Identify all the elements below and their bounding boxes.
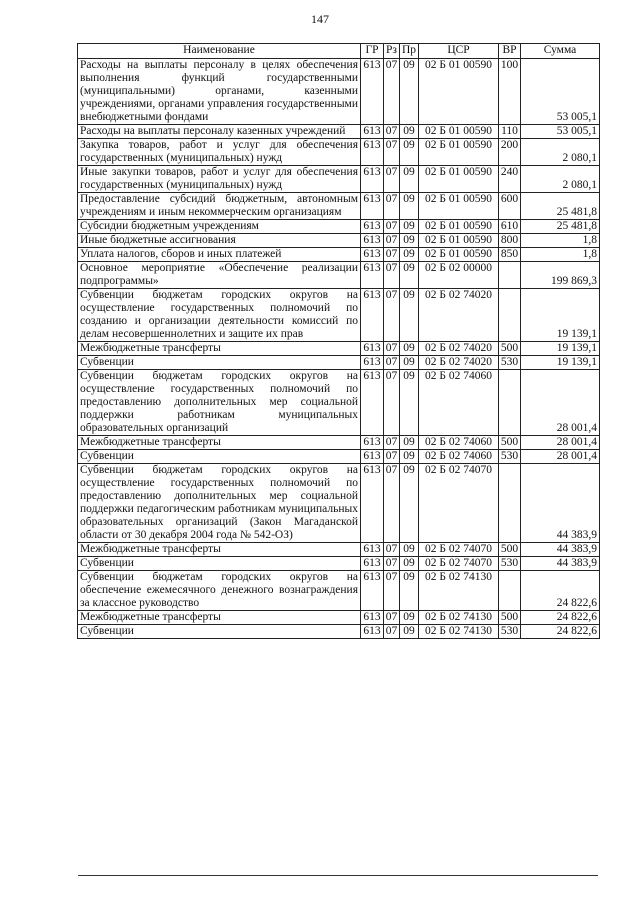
cell-sum: 28 001,4	[521, 436, 600, 450]
cell-gr: 613	[361, 262, 384, 289]
cell-csr: 02 Б 01 00590	[419, 248, 499, 262]
cell-pr: 09	[400, 356, 419, 370]
cell-name: Субвенции бюджетам городских округов на осуществление государственных полномочий по созданию и организации деятельности комиссий по делам несовершеннолетних и защите их прав	[78, 289, 361, 342]
cell-gr: 613	[361, 370, 384, 436]
table-row	[78, 464, 600, 543]
cell-gr: 613	[361, 289, 384, 342]
cell-rz: 07	[384, 234, 400, 248]
cell-vr: 500	[499, 543, 521, 557]
cell-name: Основное мероприятие «Обеспечение реализации подпрограммы»	[78, 262, 361, 289]
cell-vr: 610	[499, 220, 521, 234]
cell-sum: 19 139,1	[521, 342, 600, 356]
table-row	[78, 262, 600, 289]
table-row	[78, 59, 600, 125]
cell-gr: 613	[361, 543, 384, 557]
cell-gr: 613	[361, 611, 384, 625]
cell-pr: 09	[400, 450, 419, 464]
cell-csr: 02 Б 02 74020	[419, 342, 499, 356]
cell-rz: 07	[384, 436, 400, 450]
cell-rz: 07	[384, 557, 400, 571]
cell-rz: 07	[384, 611, 400, 625]
cell-pr: 09	[400, 557, 419, 571]
cell-sum: 53 005,1	[521, 125, 600, 139]
cell-gr: 613	[361, 436, 384, 450]
cell-csr: 02 Б 02 74070	[419, 464, 499, 543]
table-row	[78, 625, 600, 639]
cell-vr: 110	[499, 125, 521, 139]
cell-rz: 07	[384, 248, 400, 262]
cell-name: Уплата налогов, сборов и иных платежей	[78, 248, 361, 262]
cell-rz: 07	[384, 356, 400, 370]
cell-csr: 02 Б 01 00590	[419, 59, 499, 125]
table-row	[78, 611, 600, 625]
cell-sum: 24 822,6	[521, 611, 600, 625]
cell-name: Субвенции	[78, 450, 361, 464]
cell-csr: 02 Б 01 00590	[419, 193, 499, 220]
cell-sum: 53 005,1	[521, 59, 600, 125]
cell-vr: 500	[499, 436, 521, 450]
table-row	[78, 125, 600, 139]
cell-rz: 07	[384, 543, 400, 557]
cell-csr: 02 Б 02 74070	[419, 557, 499, 571]
cell-vr	[499, 464, 521, 543]
header-sum: Сумма	[521, 44, 600, 59]
cell-rz: 07	[384, 450, 400, 464]
cell-sum: 24 822,6	[521, 625, 600, 639]
page-number: 147	[311, 12, 329, 26]
cell-vr: 530	[499, 625, 521, 639]
cell-name: Субсидии бюджетным учреждениям	[78, 220, 361, 234]
cell-gr: 613	[361, 248, 384, 262]
cell-pr: 09	[400, 125, 419, 139]
cell-vr: 600	[499, 193, 521, 220]
cell-sum: 19 139,1	[521, 356, 600, 370]
header-pr: Пр	[400, 44, 419, 59]
cell-rz: 07	[384, 289, 400, 342]
cell-name: Предоставление субсидий бюджетным, автономным учреждениям и иным некоммерческим организациям	[78, 193, 361, 220]
cell-vr	[499, 262, 521, 289]
cell-gr: 613	[361, 450, 384, 464]
cell-gr: 613	[361, 557, 384, 571]
header-name: Наименование	[78, 44, 361, 59]
cell-pr: 09	[400, 342, 419, 356]
table-row	[78, 234, 600, 248]
cell-sum: 19 139,1	[521, 289, 600, 342]
cell-csr: 02 Б 02 74020	[419, 289, 499, 342]
table-row	[78, 543, 600, 557]
cell-gr: 613	[361, 464, 384, 543]
table-row	[78, 356, 600, 370]
cell-pr: 09	[400, 59, 419, 125]
cell-sum: 25 481,8	[521, 220, 600, 234]
cell-rz: 07	[384, 166, 400, 193]
header-gr: ГР	[361, 44, 384, 59]
cell-vr: 240	[499, 166, 521, 193]
cell-vr: 850	[499, 248, 521, 262]
table-body	[78, 59, 600, 639]
cell-sum: 25 481,8	[521, 193, 600, 220]
cell-name: Расходы на выплаты персоналу в целях обеспечения выполнения функций государственными (муниципальными) органами, казенными учреждениями, органами управления государственными внебюджетными фондами	[78, 59, 361, 125]
cell-rz: 07	[384, 464, 400, 543]
cell-rz: 07	[384, 59, 400, 125]
cell-gr: 613	[361, 356, 384, 370]
table-row	[78, 248, 600, 262]
cell-sum: 1,8	[521, 248, 600, 262]
cell-pr: 09	[400, 248, 419, 262]
cell-pr: 09	[400, 370, 419, 436]
cell-name: Субвенции бюджетам городских округов на осуществление государственных полномочий по предоставлению дополнительных мер социальной поддержки педагогическим работникам муниципальных образовательных организаций (Закон Магаданской области от 30 декабря 2004 года № 542-ОЗ)	[78, 464, 361, 543]
table-row	[78, 166, 600, 193]
cell-vr	[499, 289, 521, 342]
cell-pr: 09	[400, 193, 419, 220]
header-rz: Рз	[384, 44, 400, 59]
cell-sum: 28 001,4	[521, 450, 600, 464]
cell-csr: 02 Б 02 74070	[419, 543, 499, 557]
cell-csr: 02 Б 01 00590	[419, 139, 499, 166]
cell-csr: 02 Б 02 74020	[419, 356, 499, 370]
cell-vr: 100	[499, 59, 521, 125]
cell-pr: 09	[400, 262, 419, 289]
cell-pr: 09	[400, 611, 419, 625]
budget-table	[77, 43, 600, 639]
cell-pr: 09	[400, 139, 419, 166]
cell-csr: 02 Б 02 00000	[419, 262, 499, 289]
cell-name: Субвенции бюджетам городских округов на обеспечение ежемесячного денежного вознаграждения за классное руководство	[78, 571, 361, 611]
cell-gr: 613	[361, 220, 384, 234]
cell-csr: 02 Б 02 74060	[419, 436, 499, 450]
table-row	[78, 342, 600, 356]
cell-pr: 09	[400, 289, 419, 342]
cell-rz: 07	[384, 370, 400, 436]
cell-name: Межбюджетные трансферты	[78, 611, 361, 625]
cell-vr: 530	[499, 557, 521, 571]
cell-vr: 200	[499, 139, 521, 166]
cell-sum: 2 080,1	[521, 166, 600, 193]
cell-gr: 613	[361, 125, 384, 139]
cell-name: Иные бюджетные ассигнования	[78, 234, 361, 248]
cell-vr: 500	[499, 611, 521, 625]
cell-name: Закупка товаров, работ и услуг для обеспечения государственных (муниципальных) нужд	[78, 139, 361, 166]
cell-rz: 07	[384, 342, 400, 356]
table-row	[78, 139, 600, 166]
cell-rz: 07	[384, 125, 400, 139]
cell-sum: 199 869,3	[521, 262, 600, 289]
cell-name: Субвенции	[78, 557, 361, 571]
cell-csr: 02 Б 02 74060	[419, 370, 499, 436]
cell-csr: 02 Б 02 74060	[419, 450, 499, 464]
cell-csr: 02 Б 01 00590	[419, 166, 499, 193]
header-vr: ВР	[499, 44, 521, 59]
cell-name: Межбюджетные трансферты	[78, 543, 361, 557]
cell-vr	[499, 571, 521, 611]
cell-pr: 09	[400, 625, 419, 639]
cell-name: Иные закупки товаров, работ и услуг для обеспечения государственных (муниципальных) нужд	[78, 166, 361, 193]
table-row	[78, 557, 600, 571]
cell-gr: 613	[361, 234, 384, 248]
table-row	[78, 289, 600, 342]
cell-pr: 09	[400, 571, 419, 611]
cell-rz: 07	[384, 193, 400, 220]
cell-csr: 02 Б 02 74130	[419, 571, 499, 611]
header-csr: ЦСР	[419, 44, 499, 59]
cell-csr: 02 Б 01 00590	[419, 220, 499, 234]
cell-gr: 613	[361, 571, 384, 611]
cell-gr: 613	[361, 59, 384, 125]
table-row	[78, 370, 600, 436]
cell-csr: 02 Б 01 00590	[419, 234, 499, 248]
table-header-row	[78, 44, 600, 59]
table-row	[78, 193, 600, 220]
cell-name: Субвенции	[78, 625, 361, 639]
cell-rz: 07	[384, 139, 400, 166]
cell-pr: 09	[400, 543, 419, 557]
cell-pr: 09	[400, 166, 419, 193]
cell-rz: 07	[384, 262, 400, 289]
cell-gr: 613	[361, 193, 384, 220]
cell-gr: 613	[361, 139, 384, 166]
cell-vr	[499, 370, 521, 436]
cell-sum: 28 001,4	[521, 370, 600, 436]
cell-csr: 02 Б 01 00590	[419, 125, 499, 139]
cell-rz: 07	[384, 220, 400, 234]
cell-sum: 44 383,9	[521, 543, 600, 557]
cell-name: Субвенции бюджетам городских округов на осуществление государственных полномочий по предоставлению дополнительных мер социальной поддержки работникам муниципальных образовательных организаций	[78, 370, 361, 436]
cell-gr: 613	[361, 342, 384, 356]
cell-name: Субвенции	[78, 356, 361, 370]
cell-pr: 09	[400, 220, 419, 234]
cell-vr: 800	[499, 234, 521, 248]
table-row	[78, 220, 600, 234]
cell-rz: 07	[384, 625, 400, 639]
cell-name: Межбюджетные трансферты	[78, 436, 361, 450]
bottom-rule	[78, 875, 598, 876]
cell-vr: 500	[499, 342, 521, 356]
cell-sum: 44 383,9	[521, 464, 600, 543]
table-row	[78, 450, 600, 464]
cell-vr: 530	[499, 450, 521, 464]
cell-sum: 44 383,9	[521, 557, 600, 571]
cell-name: Расходы на выплаты персоналу казенных учреждений	[78, 125, 361, 139]
cell-gr: 613	[361, 625, 384, 639]
cell-csr: 02 Б 02 74130	[419, 611, 499, 625]
cell-sum: 2 080,1	[521, 139, 600, 166]
cell-vr: 530	[499, 356, 521, 370]
cell-sum: 24 822,6	[521, 571, 600, 611]
table-row	[78, 436, 600, 450]
cell-pr: 09	[400, 436, 419, 450]
cell-gr: 613	[361, 166, 384, 193]
cell-pr: 09	[400, 234, 419, 248]
cell-sum: 1,8	[521, 234, 600, 248]
cell-name: Межбюджетные трансферты	[78, 342, 361, 356]
table-row	[78, 571, 600, 611]
cell-csr: 02 Б 02 74130	[419, 625, 499, 639]
cell-rz: 07	[384, 571, 400, 611]
cell-pr: 09	[400, 464, 419, 543]
